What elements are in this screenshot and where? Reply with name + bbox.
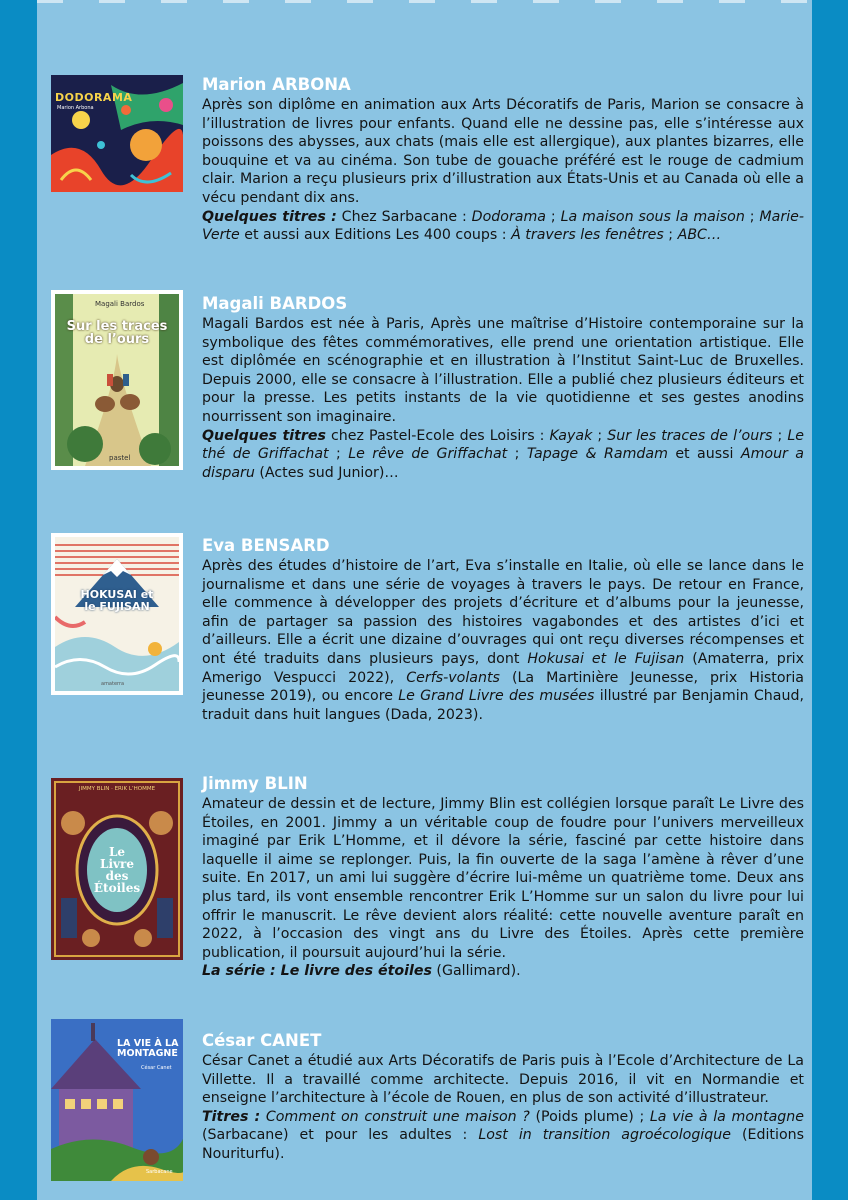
titles-label: Quelques titres : [202,208,337,225]
author-bio: César Canet a étudié aux Arts Décoratifs de Paris puis à l’Ecole d’Architecture de La Villette. Il a travaillé comme architecte. Depuis 2016, il vit en Normandie et enseigne l’architecture à l’école de Rouen, en plus de son activité d’illustrateur. [202,1053,804,1107]
author-titles [202,962,804,981]
book-title: Hokusai et le Fujisan [527,650,685,667]
cover-author: JIMMY BLIN · ERIK L’HOMME [78,786,156,792]
author-name: Magali BARDOS [202,294,348,313]
book-title: Le thé de Griffachat [202,427,804,463]
author-bio: Magali Bardos est née à Paris, Après une maîtrise d’Histoire contemporaine sur la symbolique des fêtes commémoratives, elle prend une orientation artistique. Elle est diplômée en scénographie et en illustration à l’Institut Saint-Luc de Bruxelles. Depuis 2000, elle se consacre à l’illustration. Elle a publié chez plusieurs éditeurs et pour la presse. Les petits instants de la vie quotidienne et ses gestes anodins nourrissent son imaginaire. [202,316,804,425]
author-bio: Après son diplôme en animation aux Arts Décoratifs de Paris, Marion se consacre à l’illustration de livres pour enfants. Quand elle ne dessine pas, elle s’intéresse aux poissons des abysses, aux chats (mais elle est allergique), aux plantes bizarres, elle bouquine et va au cinéma. Son tube de gouache préféré est le rouge de cadmium clair. Marion a reçu plusieurs prix d’illustration aux États-Unis et au Canada où elle a vécu pendant dix ans. [202,97,804,206]
titles-text: et aussi [667,446,741,463]
book-cover-sur-les-traces [51,290,183,470]
book-cover-dodorama [51,75,183,192]
top-dashed-border [37,0,812,3]
bio-text: Après des études d’histoire de l’art, Eva s’installe en Italie, où elle se lance dans le journalisme et dans une série de voyages à travers le pays. De retour en France, elle commence à développer des projets d’écriture et d’albums pour la jeunesse, afin de partager sa passion des histoires vagabondes et des artistes d’ici et d’ailleurs. Elle a écrit une dizaine d’ouvrages qui ont reçu diverses récompenses et ont été traduits dans plusieurs pays, dont [202,558,804,667]
hokusai-illustration [55,537,179,691]
author-titles [202,427,804,483]
bio-text: illustré par Benjamin Chaud, traduit dans huit langues (Dada, 2023). [202,688,804,723]
author-titles [202,1108,804,1164]
titles-label: Quelques titres [202,427,326,444]
author-name: Jimmy BLIN [202,774,308,793]
author-bio [202,557,804,724]
titles-text: Chez Sarbacane : [336,208,472,225]
titles-text: (Sarbacane) et pour les adultes : [202,1127,479,1144]
book-title: Amour a disparu [202,446,804,481]
book-title: Tapage & Ramdam [526,446,668,463]
cover-title: DODORAMA [55,91,133,104]
bio-text: (Amaterra, prix Amerigo Vespucci 2022), [202,650,804,686]
author-name: César CANET [202,1031,322,1050]
titles-text: ; [592,427,608,444]
author-text [202,1031,804,1164]
titles-text: et aussi aux Editions Les 400 coups : [239,227,512,244]
author-text [202,774,804,981]
cover-title: Le Livre des Étoiles [93,845,141,895]
book-title: Le rêve de Griffachat [348,446,508,463]
book-title: La vie à la montagne [649,1108,805,1125]
titles-text: ; [772,427,788,444]
book-title: Marie-Verte [202,208,804,244]
titles-text: (Actes sud Junior)… [254,464,399,481]
author-bio: Amateur de dessin et de lecture, Jimmy Blin est collégien lorsque paraît Le Livre des Étoiles, en 2001. Jimmy a un véritable coup de foudre pour l’univers merveilleux imaginé par Erik L’Homme, et il dévore la série, fasciné par cette histoire dans laquelle il aime se replonger. Puis, la fin ouverte de la saga l’amène à rêver d’une suite. En 2017, un ami lui suggère d’écrire lui-même un quatrième tome. Deux ans plus tard, ils vont ensemble rencontrer Erik L’Homme sur un salon du livre pour lui offrir le manuscrit. Le rêve devient alors réalité: cette nouvelle aventure paraît en 2022, à l’occasion des vingt ans du Livre des Étoiles. Après cette première publication, il poursuit aujourd’hui la série. [202,796,804,961]
cover-title: HOKUSAI et le FUJISAN [80,588,154,613]
book-cover-livre-des-etoiles [51,778,183,960]
titles-text: ; [507,446,527,463]
author-text [202,536,804,724]
bio-text: (La Martinière Jeunesse, prix Historia jeunesse 2019), ou encore [202,669,804,705]
page [37,0,812,1200]
author-name: Eva BENSARD [202,536,330,555]
book-title: À travers les fenêtres [511,227,664,244]
author-text [202,294,804,482]
book-title: Kayak [549,427,593,444]
book-title: Comment on construit une maison ? [260,1108,530,1125]
book-title: ABC… [677,227,722,244]
cover-author: Magali Bardos [95,300,145,308]
cover-publisher: amaterra [101,681,125,687]
cover-author: César Canet [141,1065,172,1071]
book-cover-la-vie-a-la-montagne [51,1019,183,1181]
titles-text: (Editions Nouriturfu). [202,1127,805,1162]
cover-title: Sur les traces de l’ours [66,319,168,347]
book-title: La maison sous la maison [560,208,745,225]
cover-author: Marion Arbona [57,105,94,111]
book-cover-hokusai [51,533,183,695]
titles-text: (Gallimard). [431,963,521,980]
titles-text: ; [744,208,760,225]
author-titles [202,208,804,245]
book-title: Sur les traces de l’ours [607,427,773,444]
titles-label: La série : Le livre des étoiles [202,963,432,980]
titles-label: Titres : [202,1108,261,1125]
cover-publisher: pastel [109,454,131,462]
author-name: Marion ARBONA [202,75,351,94]
author-text [202,75,804,245]
cover-publisher: Sarbacane [146,1169,173,1175]
book-title: Lost in transition agroécologique [478,1127,732,1144]
titles-text: (Poids plume) ; [529,1108,650,1125]
titles-text: ; [328,446,349,463]
book-title: Dodorama [471,208,546,225]
titles-text: ; [663,227,678,244]
cover-title: LA VIE À LA MONTAGNE [117,1038,179,1059]
titles-text: chez Pastel-Ecole des Loisirs : [325,427,550,444]
book-title: Cerfs-volants [406,669,500,686]
book-title: Le Grand Livre des musées [398,688,595,705]
titles-text: ; [546,208,561,225]
